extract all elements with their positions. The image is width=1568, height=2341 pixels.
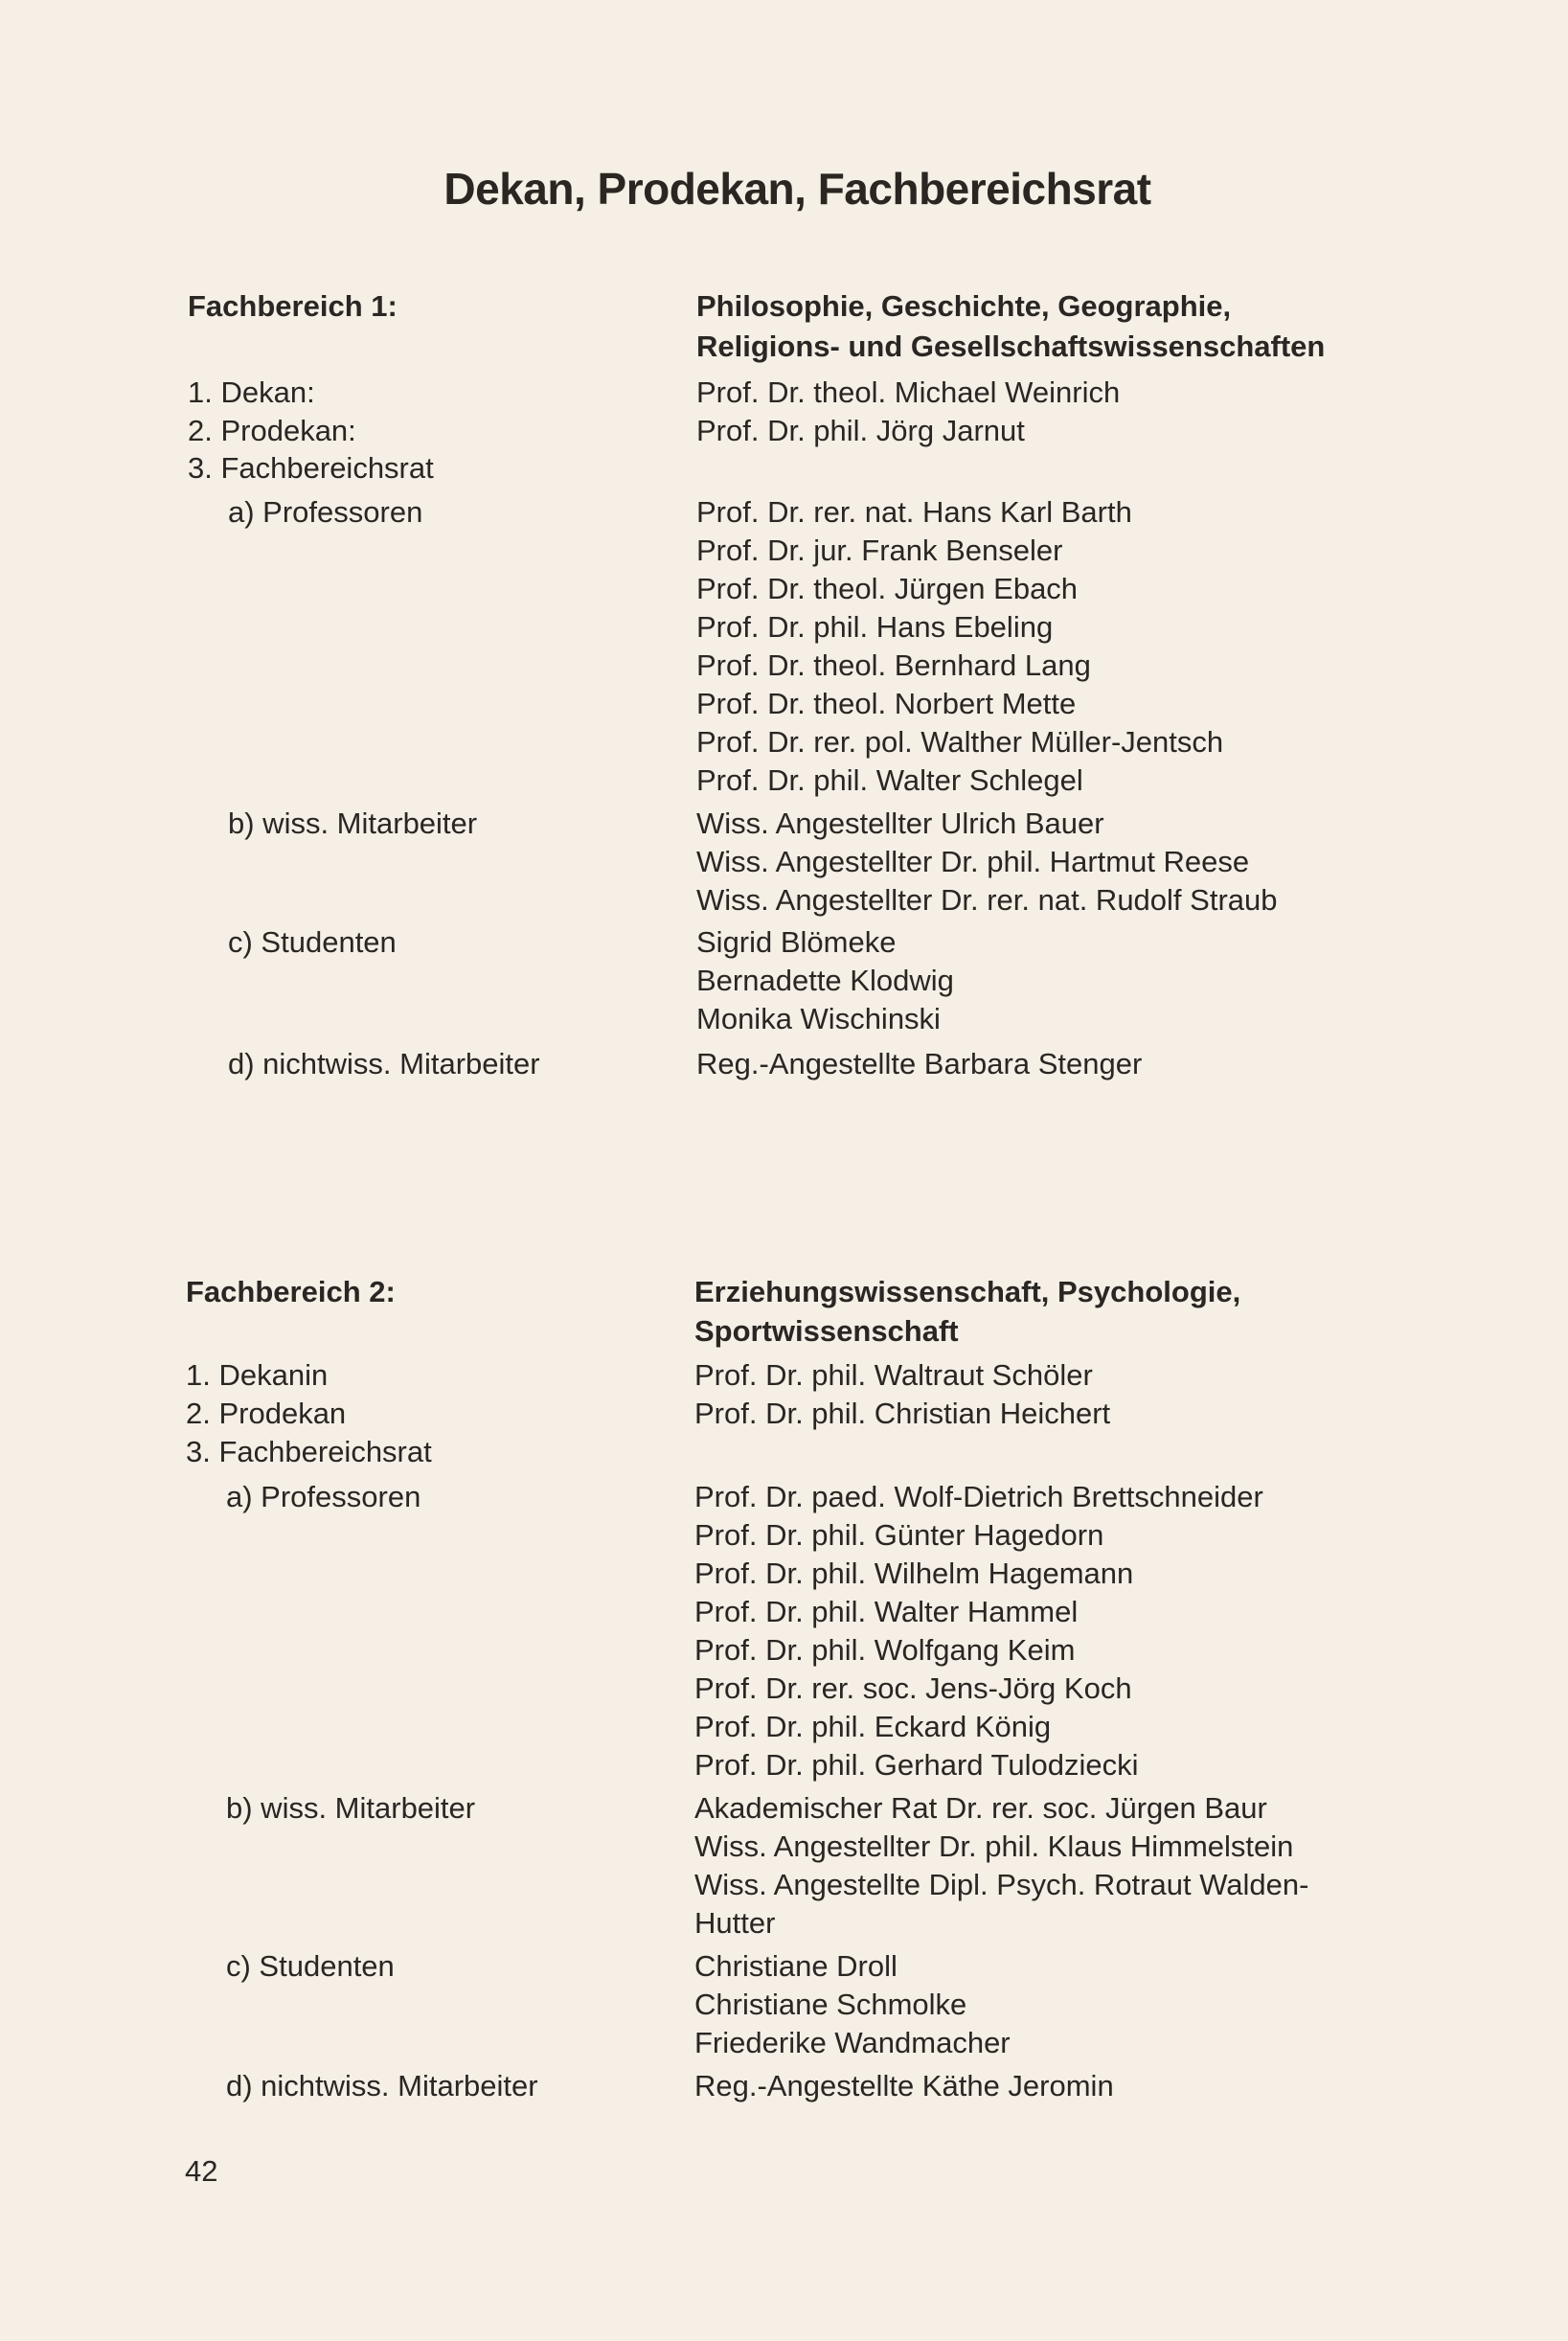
list-item: Bernadette Klodwig [696, 964, 954, 997]
list-item: Wiss. Angestellter Ulrich Bauer [696, 807, 1104, 840]
list-item: Prof. Dr. rer. nat. Hans Karl Barth [696, 495, 1132, 529]
fb1-rat-label: 3. Fachbereichsrat [188, 451, 434, 485]
list-item: Wiss. Angestellte Dipl. Psych. Rotraut Walden- [694, 1868, 1309, 1901]
fb1-prodekan-name: Prof. Dr. phil. Jörg Jarnut [696, 414, 1025, 447]
list-item: Prof. Dr. rer. soc. Jens-Jörg Koch [694, 1671, 1132, 1705]
fb2-wiss-label: b) wiss. Mitarbeiter [226, 1791, 476, 1825]
list-item: Sigrid Blömeke [696, 925, 897, 959]
fb2-dekan-label: 1. Dekanin [186, 1358, 329, 1392]
list-item: Monika Wischinski [696, 1002, 941, 1035]
fb2-prodekan-name: Prof. Dr. phil. Christian Heichert [694, 1397, 1111, 1430]
fb1-dekan-label: 1. Dekan: [188, 375, 315, 409]
list-item: Prof. Dr. phil. Hans Ebeling [696, 610, 1054, 644]
list-item: Akademischer Rat Dr. rer. soc. Jürgen Baur [694, 1791, 1267, 1825]
list-item: Wiss. Angestellter Dr. rer. nat. Rudolf Straub [696, 883, 1278, 917]
fb2-subject-line2: Sportwissenschaft [694, 1314, 959, 1348]
fb2-rat-label: 3. Fachbereichsrat [186, 1435, 432, 1468]
fb1-dekan-name: Prof. Dr. theol. Michael Weinrich [696, 375, 1121, 409]
list-item: Prof. Dr. theol. Bernhard Lang [696, 648, 1091, 682]
list-item: Hutter [694, 1906, 776, 1940]
fb2-label: Fachbereich 2: [186, 1275, 396, 1308]
fb2-prodekan-label: 2. Prodekan [186, 1397, 347, 1430]
fb1-subject-line1: Philosophie, Geschichte, Geographie, [696, 289, 1232, 323]
list-item: Prof. Dr. paed. Wolf-Dietrich Brettschneider [694, 1480, 1263, 1513]
list-item: Reg.-Angestellte Käthe Jeromin [694, 2069, 1114, 2102]
fb2-dekan-name: Prof. Dr. phil. Waltraut Schöler [694, 1358, 1093, 1392]
list-item: Wiss. Angestellter Dr. phil. Hartmut Reese [696, 845, 1250, 878]
fb1-label: Fachbereich 1: [188, 289, 398, 323]
list-item: Prof. Dr. phil. Gerhard Tulodziecki [694, 1748, 1139, 1782]
page-title: Dekan, Prodekan, Fachbereichsrat [443, 164, 1151, 214]
fb2-professoren-label: a) Professoren [226, 1480, 421, 1513]
fb2-studenten-label: c) Studenten [226, 1949, 395, 1983]
list-item: Prof. Dr. theol. Norbert Mette [696, 687, 1077, 720]
fb1-professoren-label: a) Professoren [228, 495, 423, 529]
fb1-subject-line2: Religions- und Gesellschaftswissenschaften [696, 330, 1326, 363]
fb1-nichtwiss-label: d) nichtwiss. Mitarbeiter [228, 1047, 540, 1080]
fb1-prodekan-label: 2. Prodekan: [188, 414, 356, 447]
list-item: Prof. Dr. phil. Walter Schlegel [696, 763, 1083, 797]
list-item: Prof. Dr. theol. Jürgen Ebach [696, 572, 1079, 605]
list-item: Christiane Droll [694, 1949, 898, 1983]
fb1-studenten-label: c) Studenten [228, 925, 397, 959]
fb2-subject-line1: Erziehungswissenschaft, Psychologie, [694, 1275, 1241, 1308]
list-item: Prof. Dr. phil. Günter Hagedorn [694, 1518, 1104, 1552]
list-item: Reg.-Angestellte Barbara Stenger [696, 1047, 1143, 1080]
fb1-wiss-label: b) wiss. Mitarbeiter [228, 807, 478, 840]
list-item: Prof. Dr. phil. Eckard König [694, 1710, 1052, 1743]
list-item: Wiss. Angestellter Dr. phil. Klaus Himmelstein [694, 1830, 1294, 1863]
list-item: Prof. Dr. phil. Wolfgang Keim [694, 1633, 1076, 1667]
list-item: Prof. Dr. phil. Wilhelm Hagemann [694, 1557, 1134, 1590]
list-item: Prof. Dr. phil. Walter Hammel [694, 1595, 1079, 1628]
page-number: 42 [185, 2154, 218, 2188]
list-item: Christiane Schmolke [694, 1988, 967, 2021]
list-item: Prof. Dr. jur. Frank Benseler [696, 534, 1063, 567]
list-item: Friederike Wandmacher [694, 2026, 1011, 2059]
fb2-nichtwiss-label: d) nichtwiss. Mitarbeiter [226, 2069, 538, 2102]
list-item: Prof. Dr. rer. pol. Walther Müller-Jentsch [696, 725, 1224, 759]
